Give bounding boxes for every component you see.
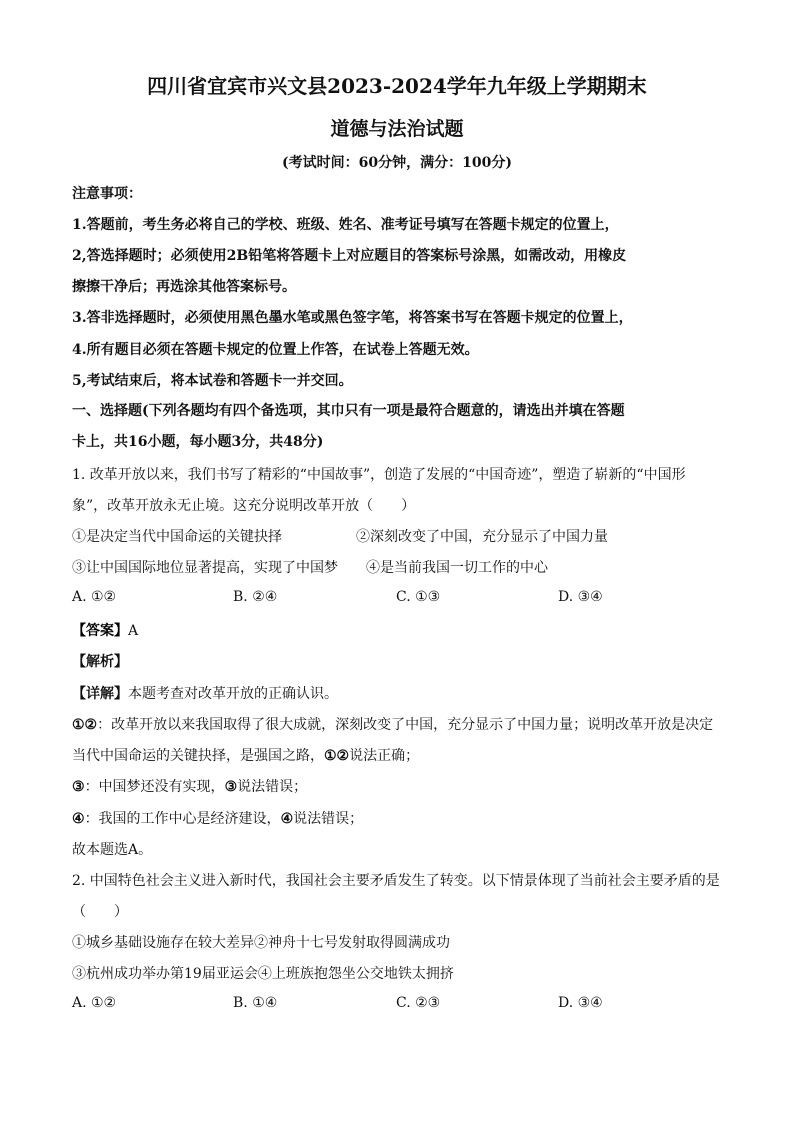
q2-stem-cont: （ ） [72,904,128,920]
q1-statement-2: ②深刻改变了中国，充分显示了中国力量 [356,529,608,545]
analysis-tag: 【解析】 [72,654,128,670]
explain-text: ：改革开放以来我国取得了很大成就，深刻改变了中国，充分显示了中国力量；说明改革开放是决定 [97,717,714,733]
q2-option-d: D. ③④ [558,995,603,1011]
q1-statement-4: ④是当前我国一切工作的中心 [366,560,548,576]
q2-option-b: B. ①④ [233,995,278,1011]
explain-text: 说法正确； [349,748,420,764]
q2-option-c: C. ②③ [396,995,441,1011]
explain-marker: ④ [280,811,294,827]
q1-option-d: D. ③④ [558,589,603,605]
q1-explain-1-cont [72,745,419,765]
q1-stem: 1. 改革开放以来，我们书写了精彩的“中国故事”，创造了发展的“中国奇迹”，塑造了崭新的“中国形 [72,467,686,483]
note-item: 5,考试结束后，将本试卷和答题卡一并交回。 [72,373,353,389]
exam-info: (考试时间：60分钟，满分：100分) [282,155,512,171]
note-item: 擦擦干净后；再选涂其他答案标号。 [72,279,296,295]
q1-detail-line [72,683,338,703]
explain-text: ：中国梦还没有实现， [84,779,225,795]
q1-explain-1 [72,714,713,734]
q1-option-a: A. ①② [72,589,117,605]
section-heading: 一、选择题(下列各题均有四个备选项，其巾只有一项是最符合题意的，请选出并填在答题 [72,403,625,419]
q1-answer-line [72,620,138,640]
explain-marker: ④ [72,811,85,827]
subject-title: 道德与法治试题 [330,118,464,140]
q1-explain-4 [72,808,363,828]
q1-conclusion: 故本题选A。 [72,842,153,858]
q2-statements-34: ③杭州成功举办第19届亚运会④上班族抱怨坐公交地铁太拥挤 [72,966,454,982]
notes-heading: 注意事项： [72,186,142,202]
answer-value: A [128,623,139,639]
q2-stem: 2. 中国特色社会主义进入新时代，我国社会主要矛盾发生了转变。以下情景体现了当前社会主要矛盾的是 [72,873,720,889]
explain-text: 当代中国命运的关键抉择，是强国之路， [72,748,324,764]
note-item: 2,答选择题时；必须使用2B铅笔将答题卡上对应题目的答案标号涂黑，如需改动，用橡皮 [72,248,627,264]
section-heading-cont: 卡上，共16小题，每小题3分，共48分) [72,434,324,450]
q1-option-c: C. ①③ [396,589,441,605]
q1-statement-1: ①是决定当代中国命运的关键抉择 [72,529,282,545]
explain-marker: ③ [72,779,85,795]
note-item: 3.答非选择题时，必须使用黑色墨水笔或黑色签字笔，将答案书写在答题卡规定的位置上， [72,310,633,326]
q1-option-b: B. ②④ [233,589,278,605]
page-title: 四川省宜宾市兴文县2023-2024学年九年级上学期期末 [147,74,647,98]
explain-text: 说法错误； [237,779,308,795]
q1-explain-3 [72,776,307,796]
q1-statement-3: ③让中国国际地位显著提高，实现了中国梦 [72,560,338,576]
explain-text: ：我国的工作中心是经济建设， [84,811,281,827]
explain-text: 说法错误； [293,811,364,827]
detail-tag: 【详解】 [72,686,128,702]
note-item: 4.所有题目必须在答题卡规定的位置上作答，在试卷上答题无效。 [72,342,479,358]
q1-stem-cont: 象”，改革开放永无止境。这充分说明改革开放（ ） [72,498,416,514]
answer-tag: 【答案】 [72,623,128,639]
note-item: 1.答题前，考生务必将自己的学校、班级、姓名、准考证号填写在答题卡规定的位置上， [72,217,619,233]
explain-marker: ③ [224,779,238,795]
explain-marker: ①② [72,717,98,733]
detail-text: 本题考查对改革开放的正确认识。 [128,686,338,702]
q2-option-a: A. ①② [72,995,117,1011]
explain-marker: ①② [324,748,350,764]
q2-statements-12: ①城乡基础设施存在较大差异②神舟十七号发射取得圆满成功 [72,935,450,951]
